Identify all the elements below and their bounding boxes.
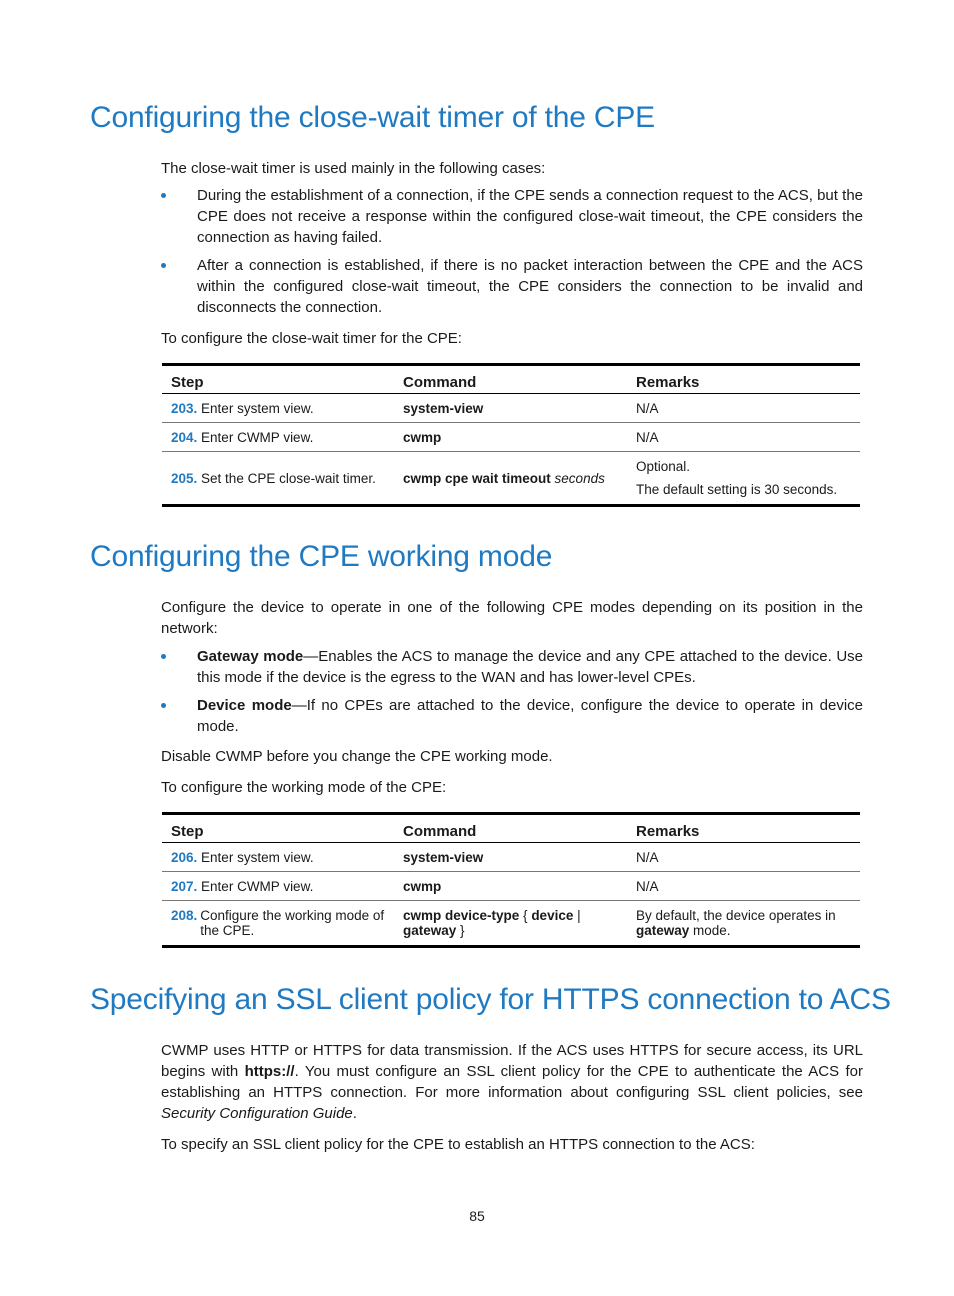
text: . You must configure an SSL client policy for the CPE to authenticate the ACS for establishing an HTTPS connection. For more information about configuring SSL client policies, see — [161, 1063, 863, 1101]
command-cell — [394, 423, 627, 452]
command-keyword: device — [531, 908, 574, 923]
command-table — [162, 812, 860, 948]
step-text: Set the CPE close-wait timer. — [201, 470, 376, 486]
remarks-cell — [627, 901, 860, 947]
step-text: Configure the working mode of the CPE. — [200, 908, 385, 938]
command-cell — [394, 452, 627, 506]
list-item — [161, 646, 863, 688]
paragraph: To configure the close-wait timer for the CPE: — [161, 330, 462, 347]
remarks-cell: N/A — [636, 849, 659, 865]
step-cell — [162, 872, 394, 901]
command-keyword: cwmp cpe wait timeout — [403, 470, 551, 486]
step-cell — [162, 394, 394, 423]
step-number: 205. — [171, 470, 198, 486]
bullet-icon — [161, 263, 166, 268]
document-reference: Security Configuration Guide — [161, 1105, 353, 1122]
paragraph: To specify an SSL client policy for the CPE to establish an HTTPS connection to the ACS: — [161, 1136, 755, 1153]
url-prefix: https:// — [244, 1063, 295, 1080]
term: Gateway mode — [197, 648, 304, 665]
remark-keyword: gateway — [636, 923, 690, 938]
paragraph: To configure the working mode of the CPE: — [161, 779, 447, 796]
remark-line: Optional. — [636, 459, 691, 474]
step-number: 208. — [171, 908, 198, 923]
step-cell — [162, 423, 394, 452]
step-text: Enter system view. — [201, 849, 314, 865]
text: . — [352, 1105, 357, 1122]
column-header: Step — [162, 365, 394, 394]
list-item-text: After a connection is established, if there is no packet interaction between the CPE and the ACS within the configured close-wait timeout, the CPE considers the connection to be invalid and disconnects the connection. — [197, 257, 863, 316]
command-cell — [394, 872, 627, 901]
remarks-cell: N/A — [627, 872, 860, 901]
list-item — [161, 185, 863, 248]
table-row — [162, 423, 860, 452]
list-item — [161, 255, 863, 318]
command-brace: { — [519, 908, 532, 923]
list-item-text — [197, 646, 863, 688]
text: CWMP uses HTTP or HTTPS for data transmission. If the ACS uses HTTPS for secure access, its URL begins with — [161, 1042, 863, 1080]
table-row — [162, 452, 860, 506]
section-heading-working-mode: Configuring the CPE working mode — [90, 540, 553, 573]
command-brace: } — [456, 923, 465, 938]
list-item-text — [197, 695, 863, 737]
step-number: 206. — [171, 849, 198, 865]
column-header: Remarks — [627, 814, 860, 843]
bullet-icon — [161, 193, 166, 198]
section-heading-close-wait: Configuring the close-wait timer of the CPE — [90, 101, 655, 134]
page-number: 85 — [469, 1208, 485, 1224]
step-number: 203. — [171, 400, 198, 416]
table-row — [162, 394, 860, 423]
command-keyword: gateway — [403, 923, 457, 938]
column-header: Command — [394, 814, 627, 843]
column-header: Step — [162, 814, 394, 843]
step-cell — [162, 452, 394, 506]
step-text: Enter system view. — [201, 400, 314, 416]
command-keyword: system-view — [403, 849, 484, 865]
bullet-icon — [161, 654, 166, 659]
paragraph: The close-wait timer is used mainly in the following cases: — [161, 160, 546, 177]
command-cell — [394, 901, 627, 947]
column-header: Remarks — [627, 365, 860, 394]
step-cell — [162, 843, 394, 872]
remarks-cell: N/A — [627, 423, 860, 452]
remark-text: By default, the device operates in — [636, 908, 836, 923]
command-keyword: system-view — [403, 400, 484, 416]
paragraph: Configure the device to operate in one of the following CPE modes depending on its position in the network: — [161, 599, 863, 637]
section-heading-ssl-client-policy: Specifying an SSL client policy for HTTPS connection to ACS — [90, 983, 891, 1016]
command-argument: seconds — [554, 470, 605, 486]
table-row — [162, 901, 860, 947]
step-cell — [162, 901, 394, 947]
bullet-icon — [161, 703, 166, 708]
step-text: Enter CWMP view. — [201, 878, 314, 894]
table-row — [162, 843, 860, 872]
command-keyword: cwmp — [403, 878, 442, 894]
description: —Enables the ACS to manage the device and any CPE attached to the device. Use this mode if the device is the egress to the WAN and has lower-level CPEs. — [197, 648, 863, 686]
step-number: 207. — [171, 878, 198, 894]
step-text: Enter CWMP view. — [201, 429, 314, 445]
description: —If no CPEs are attached to the device, configure the device to operate in device mode. — [197, 697, 863, 735]
step-number: 204. — [171, 429, 198, 445]
command-keyword: cwmp device-type — [403, 908, 520, 923]
command-separator: | — [573, 908, 581, 923]
command-table — [162, 363, 860, 507]
table-row — [162, 872, 860, 901]
list-item — [161, 695, 863, 737]
command-cell — [394, 843, 627, 872]
command-cell — [394, 394, 627, 423]
remarks-cell — [627, 452, 860, 506]
command-keyword: cwmp — [403, 429, 442, 445]
paragraph — [161, 1040, 863, 1124]
list-item-text: During the establishment of a connection, if the CPE sends a connection request to the ACS, but the CPE does not receive a response within the configured close-wait timeout, the CPE considers the connection as having failed. — [197, 187, 863, 246]
remark-line: The default setting is 30 seconds. — [636, 482, 838, 497]
paragraph: Disable CWMP before you change the CPE working mode. — [161, 748, 553, 765]
remark-text: mode. — [689, 923, 731, 938]
column-header: Command — [394, 365, 627, 394]
term: Device mode — [197, 697, 292, 714]
remarks-cell: N/A — [636, 400, 659, 416]
